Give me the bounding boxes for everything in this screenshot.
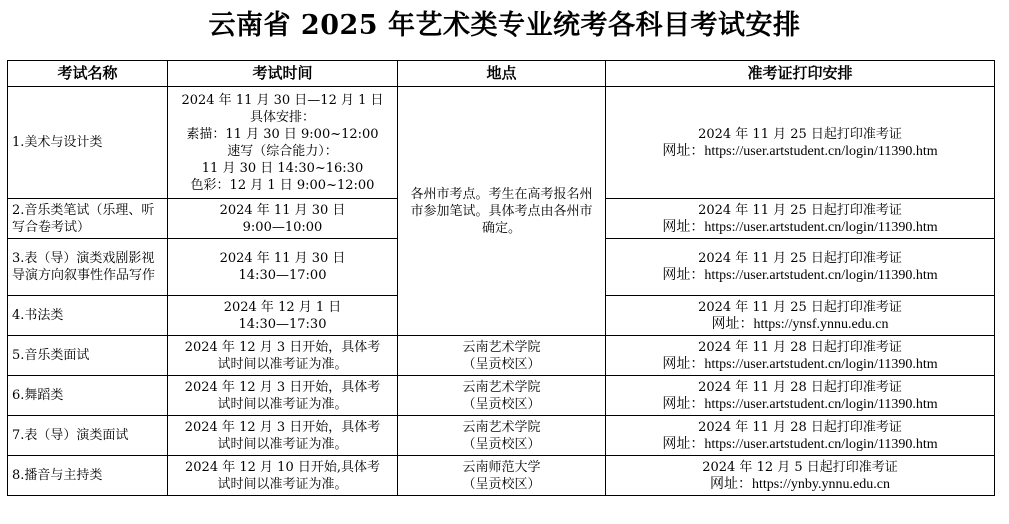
exam-location [398,336,606,376]
print-date: 2024 年 11 月 25 日起打印准考证 [698,126,902,142]
header-location: 地点 [398,61,606,87]
print-url-link[interactable]: 网址：https://ynby.ynnu.edu.cn [710,476,890,492]
time-line: 2024 年 12 月 10 日开始,具体考 [185,459,380,475]
table-row [8,336,995,376]
time-line: 试时间以准考证为准。 [217,356,348,372]
print-url-link[interactable]: 网址：https://user.artstudent.cn/login/11390.htm [662,219,938,235]
location-line: 云南艺术学院 [462,419,541,435]
page-title: 云南省 2025 年艺术类专业统考各科目考试安排 [208,10,801,41]
admission-print [606,376,995,416]
print-url-link[interactable]: 网址：https://user.artstudent.cn/login/11390.htm [662,436,938,452]
time-line: 2024 年 12 月 3 日开始，具体考 [184,379,381,395]
exam-location [398,376,606,416]
print-url-link[interactable]: 网址：https://user.artstudent.cn/login/11390.htm [662,268,938,283]
admission-print [606,416,995,456]
admission-print [606,239,995,296]
location-line: （呈贡校区） [462,436,541,452]
header-exam-name: 考试名称 [8,61,168,87]
table-row [8,376,995,416]
location-line: （呈贡校区） [462,396,541,412]
exam-name: 7.表（导）演类面试 [8,416,168,456]
time-line: 色彩：12 月 1 日 9:00~12:00 [190,177,375,193]
print-date: 2024 年 11 月 25 日起打印准考证 [698,299,902,315]
time-line: 9:00—10:00 [242,219,323,235]
location-line: 云南艺术学院 [462,379,541,395]
exam-location [398,456,606,496]
time-line: 2024 年 12 月 3 日开始，具体考 [184,419,381,435]
time-line: 速写（综合能力）： [227,143,338,159]
exam-name: 6.舞蹈类 [8,376,168,416]
time-line: 试时间以准考证为准。 [217,396,348,412]
header-row [8,61,995,87]
table-row [8,416,995,456]
print-url-link[interactable]: 网址：https://user.artstudent.cn/login/11390.htm [662,143,938,159]
exam-name: 1.美术与设计类 [8,87,168,199]
time-line: 14:30—17:00 [238,268,327,283]
admission-print [606,336,995,376]
exam-name: 8.播音与主持类 [8,456,168,496]
header-admission-print: 准考证打印安排 [606,61,995,87]
print-date: 2024 年 11 月 25 日起打印准考证 [698,202,902,218]
admission-print [606,296,995,336]
time-line: 2024 年 11 月 30 日—12 月 1 日 [181,92,384,108]
exam-time [168,416,398,456]
exam-location [398,416,606,456]
location-line: （呈贡校区） [462,356,541,372]
location-line: （呈贡校区） [462,476,541,492]
exam-time [168,199,398,239]
exam-schedule-table [7,60,995,496]
admission-print [606,199,995,239]
time-line: 2024 年 12 月 1 日 [223,299,342,315]
print-date: 2024 年 11 月 28 日起打印准考证 [698,419,902,435]
time-line: 具体安排： [249,109,315,125]
exam-name: 3.表（导）演类戏剧影视导演方向叙事性作品写作 [8,239,168,296]
time-line: 14:30—17:30 [238,316,327,332]
exam-time [168,239,398,296]
exam-name: 2.音乐类笔试（乐理、听写合卷考试） [8,199,168,239]
exam-time [168,336,398,376]
time-line: 素描：11 月 30 日 9:00~12:00 [186,126,379,142]
time-line: 试时间以准考证为准。 [217,476,348,492]
shared-location: 各州市考点。考生在高考报名州市参加笔试。具体考点由各州市确定。 [398,87,606,336]
print-date: 2024 年 11 月 28 日起打印准考证 [698,339,902,355]
print-date: 2024 年 11 月 25 日起打印准考证 [698,251,902,266]
time-line: 11 月 30 日 14:30~16:30 [201,160,364,176]
table-row [8,456,995,496]
header-exam-time: 考试时间 [168,61,398,87]
admission-print [606,456,995,496]
exam-name: 4.书法类 [8,296,168,336]
location-line: 云南师范大学 [462,459,541,475]
time-line: 2024 年 11 月 30 日 [219,251,346,266]
print-url-link[interactable]: 网址：https://ynsf.ynnu.edu.cn [711,316,889,332]
exam-time [168,296,398,336]
print-url-link[interactable]: 网址：https://user.artstudent.cn/login/11390.htm [662,396,938,412]
print-url-link[interactable]: 网址：https://user.artstudent.cn/login/11390.htm [662,356,938,372]
exam-time [168,456,398,496]
time-line: 2024 年 11 月 30 日 [219,202,346,218]
print-date: 2024 年 11 月 28 日起打印准考证 [698,379,902,395]
exam-time [168,87,398,199]
time-line: 2024 年 12 月 3 日开始，具体考 [184,339,381,355]
exam-name: 5.音乐类面试 [8,336,168,376]
table-row [8,87,995,199]
location-line: 云南艺术学院 [462,339,541,355]
time-line: 试时间以准考证为准。 [217,436,348,452]
print-date: 2024 年 12 月 5 日起打印准考证 [702,459,898,475]
admission-print [606,87,995,199]
exam-time [168,376,398,416]
